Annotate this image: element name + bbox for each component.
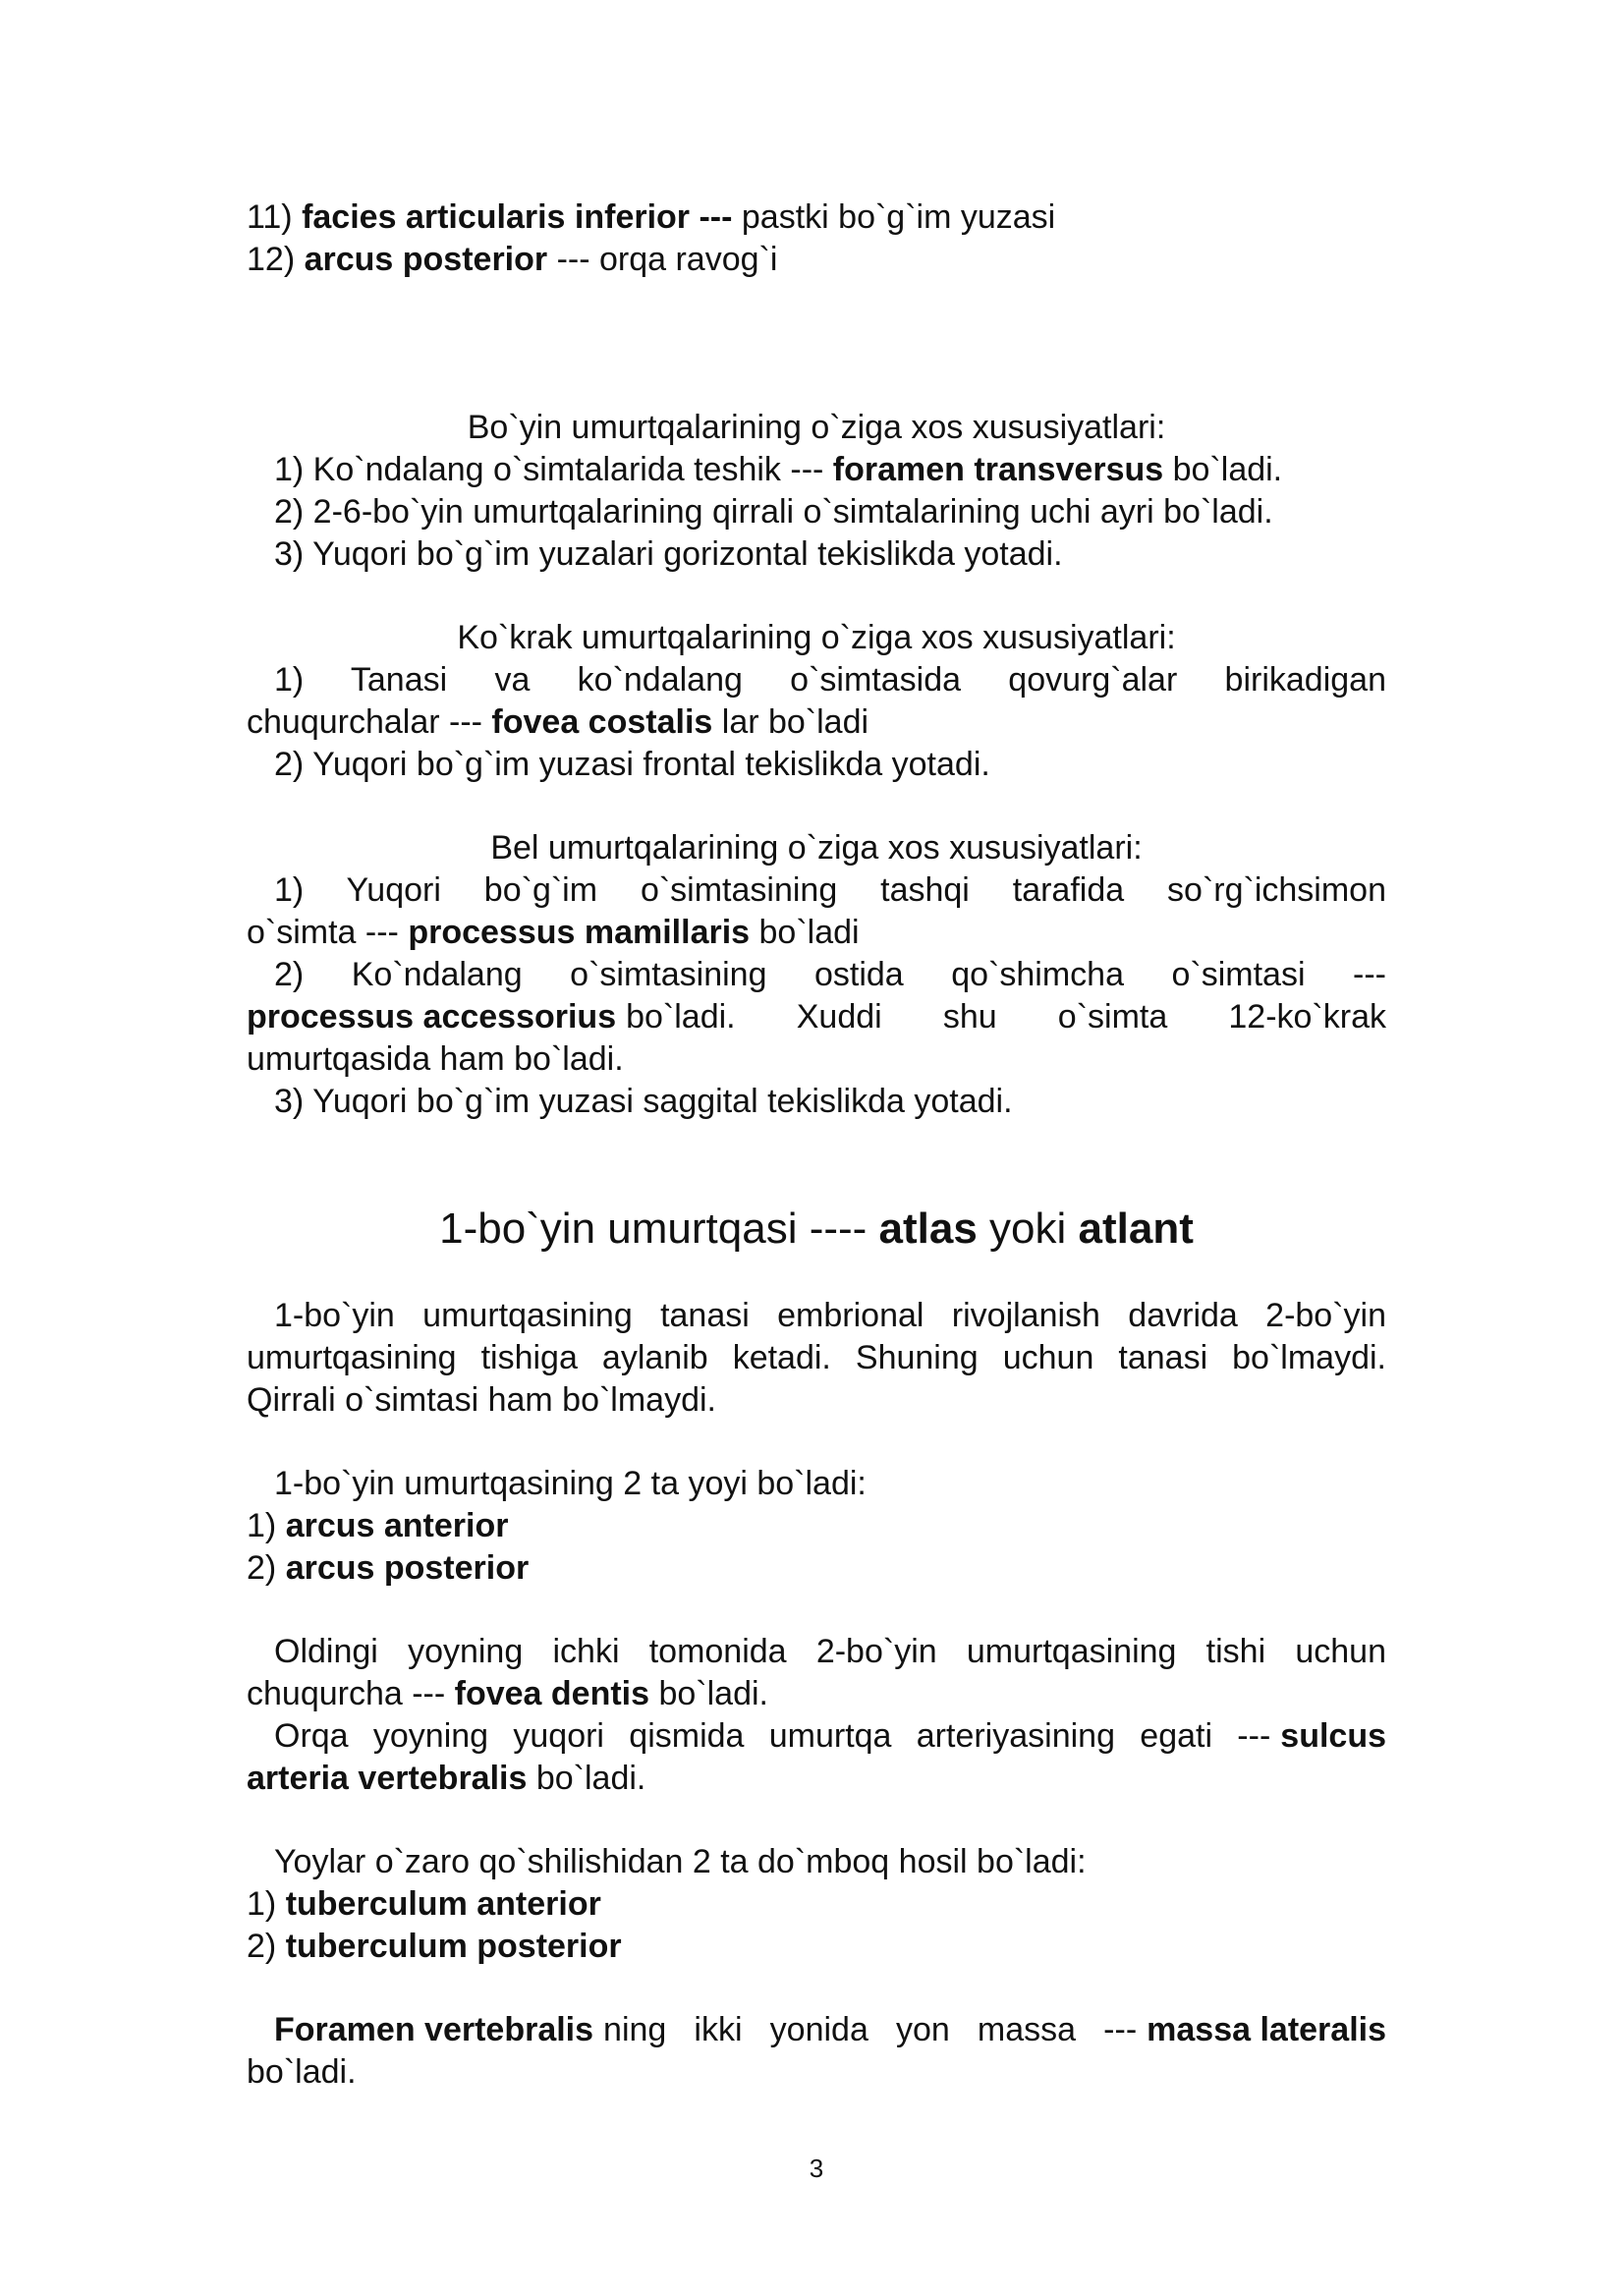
arch-item-2: 2) arcus posterior [247,1549,530,1587]
tubercle-item-2: 2) tuberculum posterior [247,1928,622,1965]
list-item-12: 12) arcus posterior --- orqa ravog`i [247,241,778,278]
arch-item-1: 1) arcus anterior [247,1507,509,1544]
latin-term: processus accessorius [247,998,617,1036]
latin-term: fovea costalis [491,703,713,741]
lumbar-item-2: 2) Ko`ndalang o`simtasining ostida qo`shimcha o`simtasi --- [274,956,1386,993]
lumbar-item-2-cont: processus accessorius bo`ladi. Xuddi shu o`simta 12-ko`krak [247,996,1386,1038]
thoracic-item-1: 1) Tanasi va ko`ndalang o`simtasida qovurg`alar birikadigan [274,661,1386,699]
latin-term: Foramen vertebralis [274,2011,594,2048]
latin-term: sulcus [1280,1717,1386,1755]
paragraph-6-line-1: Foramen vertebralis ning ikki yonida yon massa --- massa lateralis [274,2009,1386,2051]
lumbar-item-1-cont: o`simta --- processus mamillaris bo`ladi [247,914,860,951]
latin-term: facies articularis inferior --- [302,198,733,236]
thoracic-item-1-cont: chuqurchalar --- fovea costalis lar bo`ladi [247,703,869,741]
latin-term: processus mamillaris [408,914,751,951]
arches-intro: 1-bo`yin umurtqasining 2 ta yoyi bo`ladi: [274,1465,867,1502]
latin-term: arcus posterior [304,241,548,278]
page-heading: 1-bo`yin umurtqasi ---- atlas yoki atlant [439,1204,1194,1253]
thoracic-item-2: 2) Yuqori bo`g`im yuzasi frontal tekislikda yotadi. [274,746,990,783]
paragraph-4-line-1: Orqa yoyning yuqori qismida umurtqa arteriyasining egati --- sulcus [274,1715,1386,1758]
paragraph-1-line-2: umurtqasining tishiga aylanib ketadi. Shuning uchun tanasi bo`lmaydi. [247,1339,1386,1376]
lumbar-item-3: 3) Yuqori bo`g`im yuzasi saggital tekislikda yotadi. [274,1083,1013,1120]
tubercle-item-1: 1) tuberculum anterior [247,1885,601,1923]
lumbar-item-2-cont2: umurtqasida ham bo`ladi. [247,1040,624,1078]
latin-term: fovea dentis [454,1675,650,1712]
cervical-item-1: 1) Ko`ndalang o`simtalarida teshik --- foramen transversus bo`ladi. [274,451,1283,488]
section-title-cervical: Bo`yin umurtqalarining o`ziga xos xususiyatlari: [467,409,1166,446]
paragraph-1-line-1: 1-bo`yin umurtqasining tanasi embrional rivojlanish davrida 2-bo`yin [274,1297,1386,1334]
paragraph-4-line-2: arteria vertebralis bo`ladi. [247,1760,646,1797]
cervical-item-3: 3) Yuqori bo`g`im yuzalari gorizontal tekislikda yotadi. [274,535,1063,573]
tubercles-intro: Yoylar o`zaro qo`shilishidan 2 ta do`mboq hosil bo`ladi: [274,1843,1087,1880]
section-title-thoracic: Ko`krak umurtqalarining o`ziga xos xususiyatlari: [457,619,1176,656]
paragraph-3-line-2: chuqurcha --- fovea dentis bo`ladi. [247,1675,768,1712]
list-item-11: 11) facies articularis inferior --- pastki bo`g`im yuzasi [247,198,1056,236]
lumbar-item-1: 1) Yuqori bo`g`im o`simtasining tashqi tarafida so`rg`ichsimon [274,871,1386,909]
paragraph-3-line-1: Oldingi yoyning ichki tomonida 2-bo`yin umurtqasining tishi uchun [274,1633,1386,1670]
latin-term: foramen transversus [832,451,1164,488]
page-number: 3 [809,2154,824,2183]
latin-term: tuberculum anterior [285,1885,601,1923]
paragraph-1-line-3: Qirrali o`simtasi ham bo`lmaydi. [247,1381,716,1419]
cervical-item-2: 2) 2-6-bo`yin umurtqalarining qirrali o`simtalarining uchi ayri bo`ladi. [274,493,1273,531]
latin-term: tuberculum posterior [285,1928,622,1965]
latin-term: arcus anterior [285,1507,509,1544]
latin-term: arcus posterior [285,1549,530,1587]
latin-term: arteria vertebralis [247,1760,528,1797]
section-title-lumbar: Bel umurtqalarining o`ziga xos xususiyatlari: [490,829,1143,867]
latin-term: massa lateralis [1147,2011,1386,2048]
paragraph-6-line-2: bo`ladi. [247,2053,357,2091]
